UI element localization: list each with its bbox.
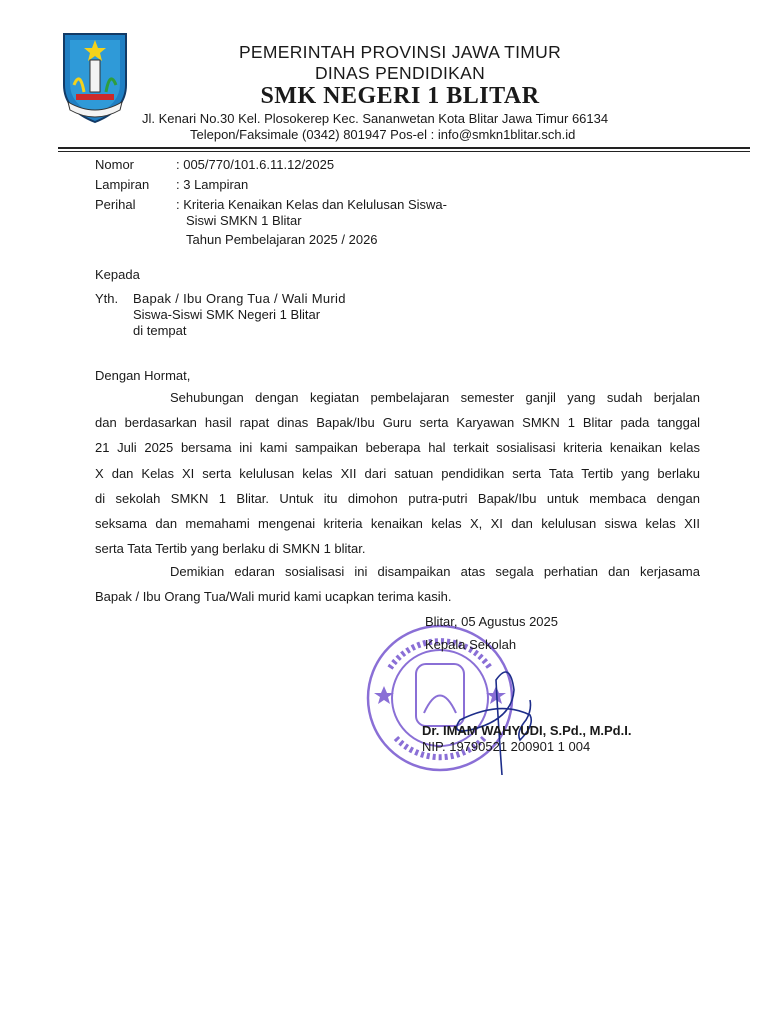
recipient-line2: Siswa-Siswi SMK Negeri 1 Blitar <box>133 307 321 322</box>
letterhead-province: PEMERINTAH PROVINSI JAWA TIMUR <box>238 42 562 62</box>
paragraph-1 <box>95 385 700 561</box>
perihal-label: Perihal <box>95 197 136 212</box>
recipient-line1: Bapak / Ibu Orang Tua / Wali Murid <box>133 291 346 306</box>
paragraph-1-line: dan berdasarkan hasil rapat dinas Bapak/Ibu Guru serta Karyawan SMKN 1 Blitar pada tanggal <box>95 415 700 431</box>
paragraph-1-line: seksama dan memahami mengenai kriteria kenaikan kelas X, XI dan kelulusan siswa kelas XII <box>95 515 700 531</box>
paragraph-1-line: X dan Kelas XI serta kelulusan kelas XII dari satuan pendidikan serta Tata Tertib yang berlaku <box>95 465 700 481</box>
lampiran-value: : 3 Lampiran <box>176 177 249 192</box>
nomor-label: Nomor <box>95 157 135 172</box>
recipient-line3: di tempat <box>133 323 187 338</box>
handwritten-signature-icon <box>440 660 550 780</box>
east-java-emblem-icon <box>60 30 130 125</box>
perihal-value-line2: Siswi SMKN 1 Blitar <box>186 213 302 228</box>
paragraph-1-line: di sekolah SMKN 1 Blitar. Untuk itu dimohon putra-putri Bapak/Ibu untuk membaca dengan <box>95 490 700 506</box>
signature-position: Kepala Sekolah <box>425 637 517 652</box>
letterhead-address: Jl. Kenari No.30 Kel. Plosokerep Kec. Sananwetan Kota Blitar Jawa Timur 66134 <box>142 111 609 126</box>
paragraph-1-line: serta Tata Tertib yang berlaku di SMKN 1 blitar. <box>95 541 366 557</box>
letterhead-rule <box>58 147 750 149</box>
perihal-value-line1: : Kriteria Kenaikan Kelas dan Kelulusan Siswa- <box>176 197 447 212</box>
yth-label: Yth. <box>95 291 119 306</box>
paragraph-1-line: 21 Juli 2025 bersama ini kami sampaikan beberapa hal terkait sosialisasi kriteria kenaikan kelas <box>95 440 700 456</box>
greeting: Dengan Hormat, <box>95 368 191 383</box>
signatory-nip: NIP. 19790521 200901 1 004 <box>422 739 591 754</box>
nomor-value: : 005/770/101.6.11.12/2025 <box>176 157 335 172</box>
letterhead-agency: DINAS PENDIDIKAN <box>314 63 486 83</box>
letterhead-school: SMK NEGERI 1 BLITAR <box>260 83 540 109</box>
perihal-value-line3: Tahun Pembelajaran 2025 / 2026 <box>186 232 378 247</box>
kepada-label: Kepada <box>95 267 140 282</box>
letterhead-contact: Telepon/Faksimale (0342) 801947 Pos-el : info@smkn1blitar.sch.id <box>190 127 576 142</box>
paragraph-2-line: Demikian edaran sosialisasi ini disampaikan atas segala perhatian dan kerjasama <box>170 564 700 579</box>
lampiran-label: Lampiran <box>95 177 150 192</box>
paragraph-2 <box>95 559 700 609</box>
paragraph-1-line: Sehubungan dengan kegiatan pembelajaran semester ganjil yang sudah berjalan <box>170 390 700 405</box>
signatory-name: Dr. IMAM WAHYUDI, S.Pd., M.Pd.I. <box>422 723 632 738</box>
letterhead-rule-thin <box>58 151 750 152</box>
signature-place-date: Blitar, 05 Agustus 2025 <box>425 614 558 629</box>
paragraph-2-line: Bapak / Ibu Orang Tua/Wali murid kami ucapkan terima kasih. <box>95 589 452 605</box>
